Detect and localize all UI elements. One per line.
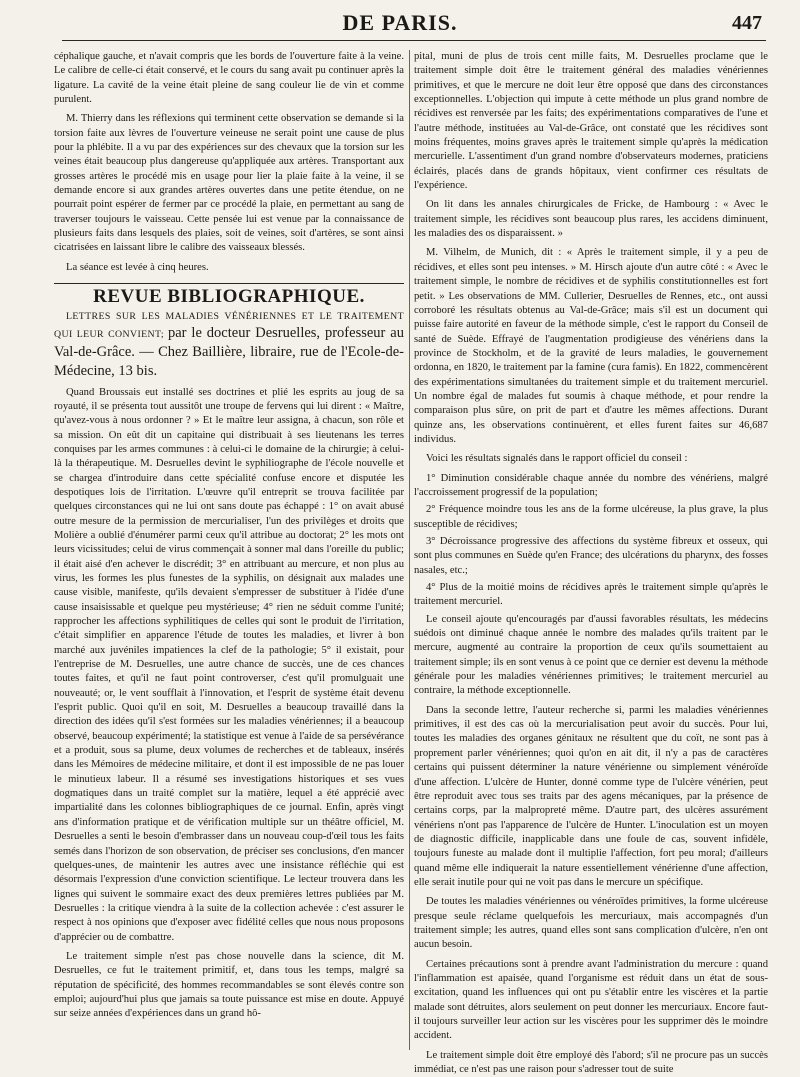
right-column [414,50,768,1076]
right-paragraph-3: M. Vilhelm, de Munich, dit : « Après le traitement simple, il y a peu de récidives, et elles sont peu intenses. » M. Hirsch ajoute d'un autre côté : « Avec le traitement simple, le nombre de récidives et de syphilis constitutionnelles est fort petit. » Les observations de MM. Cullerier, Desruelles de Rennes, etc., ont aussi corroboré les résultats obtenus au Val-de-Grâce; mais s'il est un document qui puisse faire autorité en faveur de la méthode simple, c'est le rapport du Conseil de santé de Suède. Effrayé de l'augmentation prodigieuse des vénériens dans la province de Stockholm, et de la gravité de leurs maladies, le gouvernement ordonna, en 1820, le traitement par la famine (cura famis). En 1822, commencèrent des expérimentations simultanées du traitement simple et du traitement mercuriel. Un nombre égal de malades fut soumis à chaque méthode, et pour rendre la comparaison plus sûre, on prit de part et d'autre les mêmes affections. Durant quinze ans, les observations continuèrent, et elles furent faites sur 46,687 individus. [414,247,768,445]
right-paragraph-5: Le conseil ajoute qu'encouragés par d'aussi favorables résultats, les médecins suédois ont diminué chaque année le nombre des malades qu'ils traitent par le mercure, augmenté au contraire la proportion de ceux qu'ils soumettaient au traitement simple; ils en sont venus à ce point que ce dernier est devenu la méthode générale pour les maladies vénériennes primitives; le traitement mercuriel au contraire, la méthode exceptionnelle. [414,613,768,697]
opening-paragraph: céphalique gauche, et n'avait compris que les bords de l'ouverture faite à la veine. Le calibre de celle-ci était conservé, et le cours du sang avait pu continuer après la ligature. La cavité de la veine était pleine de sang couleur lie de vin et comme purulent. [54,51,404,106]
right-paragraph-9: Le traitement simple doit être employé dès l'abord; s'il ne procure pas un succès immédiat, ce n'est pas une raison pour s'adresser tout de suite [414,1049,768,1076]
result-item-3: 3° Décroissance progressive des affections du système fibreux et osseux, qui sont plus communes en Suède qu'en France; des ulcérations du pharynx, des fosses nasales, etc.; [414,536,768,576]
result-item-1: 1° Diminution considérable chaque année du nombre des vénériens, malgré l'accroissement progressif de la population; [414,472,768,498]
right-paragraph-1: pital, muni de plus de trois cent mille faits, M. Desruelles proclame que le traitement simple doit être le traitement général des maladies vénériennes primitives, et que le mercure ne doit leur être opposé que dans des circonstances exceptionnelles. L'objection qui impute à cette méthode un plus grand nombre de récidives est renversée par les faits; des expérimentations comparatives de l'une et l'autre méthode, instituées au Val-de-Grâce, ont constaté que les récidives sont moins fréquentes, moins graves après le traitement simple qu'après la médication mercurielle. L'assentiment d'un grand nombre d'observateurs modernes, praticiens éclairés, placés dans de grands hôpitaux, vient confirmer ces résultats de l'expérience. [414,51,768,192]
section-title: REVUE BIBLIOGRAPHIQUE. [93,286,365,308]
book-title-caps: LETTRES SUR LES MALADIES VÉNÉRIENNES ET LE TRAITEMENT QUI LEUR CONVIENT; [54,310,404,340]
session-end-note: La séance est levée à cinq heures. [66,261,209,273]
result-item-2: 2° Fréquence moindre tous les ans de la forme ulcéreuse, la plus grave, la plus susceptible de récidives; [414,504,768,530]
result-item-4: 4° Plus de la moitié moins de récidives après le traitement simple qu'après le traitement mercuriel. [414,582,768,608]
right-paragraph-4: Voici les résultats signalés dans le rapport officiel du conseil : [426,453,688,465]
section-separator [54,283,404,284]
book-title [54,309,404,381]
column-divider [409,50,410,1050]
thierry-paragraph: M. Thierry dans les réflexions qui terminent cette observation se demande si la torsion faite aux lèvres de l'ouverture veineuse ne serait point une cause de plus pour la phlébite. Il a vu par des expériences sur des chevaux que la torsion sur les veines était beaucoup plus dangereuse qu'appliquée aux artères. Transportant aux grosses artères le procédé mis en usage pour lier la plaie faite à la veine, il se demande encore si aux grandes artères ouvertes dans une petite étendue, on ne pourrait point espérer de fermer par ce procédé la plaie, en permettant au sang de traverser toujours le vaisseau. Cette pensée lui est venue par la connaissance de plusieurs faits dans lesquels des plaies, soit de veines, soit d'artères, se sont ainsi cicatrisées en laissant libre le calibre des vaisseaux blessés. [54,113,404,254]
review-paragraph-2: Le traitement simple n'est pas chose nouvelle dans la science, dit M. Desruelles, ce fut le traitement primitif, et, dans tous les temps, malgré sa réputation de spécificité, des hommes recommandables se sont élevés contre son emploi; aujourd'hui plus que jamais sa toute puissance est mise en doute. Appuyé sur seize années d'expériences dans un grand hô- [54,950,404,1020]
right-paragraph-2: On lit dans les annales chirurgicales de Fricke, de Hambourg : « Avec le traitement simple, les récidives sont beaucoup plus rares, les accidens diminuent, les maladies des os disparaissent. » [414,199,768,240]
right-paragraph-6: Dans la seconde lettre, l'auteur recherche si, parmi les maladies vénériennes primitives, il est des cas où la mercurialisation peut avoir du succès. Pour lui, toutes les maladies des organes génitaux ne résultent que du coït, ne sont pas à proprement parler vénériennes; quoi qu'on en ait dit, il n'y a pas de caractères certains qui puissent déterminer la nature vénérienne ou simplement vénéroïde d'une affection. L'ulcère de Hunter, donné comme type de l'ulcère vénérien, peut être reproduit avec tous ses traits par des agens mécaniques, par la présence de certains corps, par la malpropreté même. D'autre part, des ulcères assurément vénériens n'ont pas l'apparence de l'ulcère de Hunter. L'inoculation est un moyen de diagnostic difficile, inapplicable dans une foule de cas, souvent infidèle, toujours funeste au malade dont il multiplie l'affection, fort peu moral; d'ailleurs quand même elle indiquerait la nature essentiellement vénérienne d'une affection, elle serait inutile pour qui ne voit pas dans le mercure un spécifique. [414,704,768,888]
running-header-title: DE PARIS. [342,10,458,35]
page-number: 447 [732,12,762,34]
left-column [54,50,404,1050]
right-paragraph-7: De toutes les maladies vénériennes ou vénéroïdes primitives, la forme ulcéreuse presque seule réclame quelquefois les mercuriaux, mais accompagnés d'un traitement simple; les autres, quand elles sont sans complication d'ulcère, n'en ont aucun besoin. [414,896,768,951]
right-paragraph-8: Certaines précautions sont à prendre avant l'administration du mercure : quand l'inflammation est apaisée, quand l'organisme est réduit dans un état de sous-excitation, quand les influences qui ont pu s'établir entre les viscères et la partie malade sont détruites, alors seulement on peut donner les mercuriaux. Encore faut-il toujours surveiller leur action sur les viscères pour les supprimer dès le moindre accident. [414,958,768,1042]
review-paragraph-1: Quand Broussais eut installé ses doctrines et plié les esprits au joug de sa royauté, il se présenta tout aussitôt une troupe de fervens qui lui dirent : « Maître, qu'avez-vous à nous ordonner ? » Et le maître leur assigna, à chacun, son rôle et sa mission. On eût dit un capitaine qui distribuait à ses lieutenans les terres conquises par les armes communes : à celui-ci le domaine de la chirurgie; à celui-là la thérapeutique. M. Desruelles devint le syphiliographe de l'école nouvelle et se chargea d'introduire dans cette spécialité confuse encore et disputée les despotiques lois de l'irritation. L'œuvre qu'il entreprit se trouva facilitée par quelques circonstances qui ne lui ont sans doute pas échappé : 1° on avait abusé outre mesure de la permission de mercurialiser, l'un des privilèges et droits que Molière a oublié d'énumérer parmi ceux qu'il attribue au doctorat; 2° les mots ont leurs vicissitudes; celui de virus commençait à sonner mal dans l'oreille du public; il était aisé d'en achever le discrédit; 3° en attribuant au mercure, et non plus au virus, les formes les plus funestes de la syphilis, on désignait aux malades une cause visible, manifeste, qu'ils devaient s'empresser de substituer à l'idée d'une cause insaisissable et quelque peu mystérieuse; 4° rien ne séduit comme l'unité; rapprocher les affections syphilitiques de celles qui sont le produit de l'irritation, c'était simplifier en apparence l'étude de toutes les maladies, et livrer à bon marché aux juvéniles impatiences la clef de la pathologie; 5° il existait, pour l'entreprise de M. Desruelles, une autre chance de succès, une de ces chances toutes faites, et qu'il ne faut point controverser, c'est qu'il promulguait une nouveauté; or, le vent soufflait à l'innovation, et l'esprit de système était devenu l'esprit public. Quoi qu'il en soit, M. Desruelles a beaucoup travaillé dans la direction des idées qu'il s'est formées sur les maladies vénériennes; il a beaucoup observé, beaucoup expérimenté; la statistique est venue à l'aide de sa persévérance et a produit, sous sa plume, deux volumes de recherches et de tableaux, insérés dans les Mémoires de médecine militaire, et dont il est impossible de ne pas louer le minutieux labeur. Il a résumé ses investigations historiques et ses vues dogmatiques dans un traité complet sur la matière, lequel a été apprécié avec impartialité dans les colonnes bibliographiques de ce journal. Enfin, après vingt ans d'information pratique et de vérification multiple sur un théâtre officiel, M. Desruelles a senti le besoin d'embrasser dans un nouveau coup-d'œil tous les faits semés dans l'horizon de son observation, de préciser ses conclusions, d'en mancer quelques-unes, de maintenir les autres avec une insistance réfléchie qui est désormais l'expression d'une conviction scientifique. Le lecteur trouvera dans les lignes qui suivent le sommaire exact des deux premières lettres publiées par M. Desruelles : la critique viendra à la suite de la collection achevée : c'est assurer le respect à nos opinions que d'exposer avec fidélité celles que nous nous proposons d'apprécier ou de combattre. [54,386,404,943]
book-title-rest: par le docteur Desruelles, professeur au Val-de-Grâce. — Chez Baillière, libraire, rue de l'Ecole-de-Médecine, 13 bis. [54,324,404,379]
header-rule [62,40,766,41]
